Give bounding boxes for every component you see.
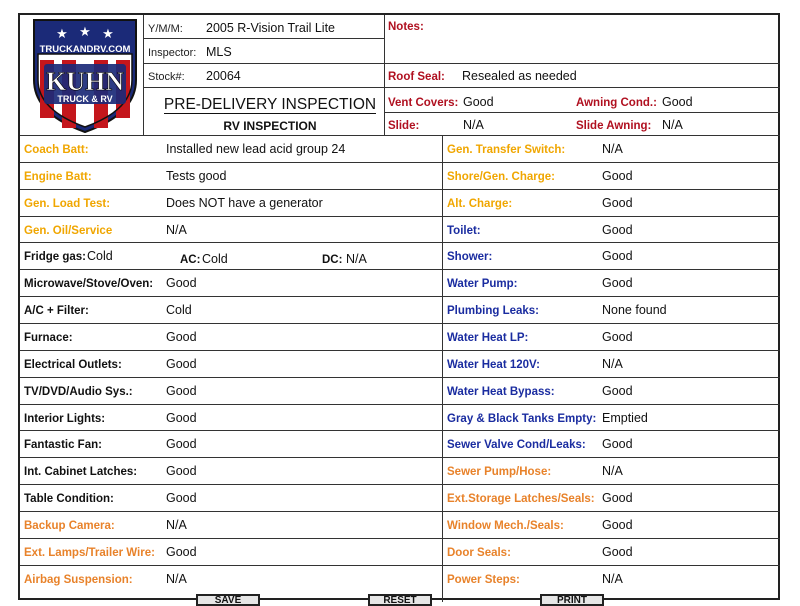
right-row-label: Shower: [447, 251, 493, 264]
kuhn-truck-rv-logo [30, 16, 140, 134]
right-row-value[interactable]: Good [602, 491, 633, 506]
slide-field[interactable]: N/A [463, 118, 484, 132]
right-row-label: Alt. Charge: [447, 197, 513, 210]
right-row-value[interactable]: Good [602, 168, 633, 183]
right-row-label: Water Heat LP: [447, 331, 529, 344]
right-row-value[interactable]: Good [602, 329, 633, 344]
right-row-value[interactable]: Good [602, 249, 633, 264]
inspection-form [18, 13, 780, 600]
notes-field[interactable] [454, 20, 774, 60]
right-row-value[interactable]: N/A [602, 464, 623, 479]
dc-field[interactable]: N/A [346, 252, 367, 266]
right-row-value[interactable]: N/A [602, 356, 623, 371]
right-row-label: Ext.Storage Latches/Seals: [447, 493, 595, 506]
right-row-value[interactable]: Good [602, 222, 633, 237]
right-row-label: Shore/Gen. Charge: [447, 170, 555, 183]
slide-label: Slide: [388, 120, 420, 132]
left-row-label: Int. Cabinet Latches: [24, 466, 138, 479]
right-row-label: Toilet: [447, 224, 481, 237]
right-row-value[interactable]: N/A [602, 571, 623, 586]
left-row-label: Furnace: [24, 331, 73, 344]
right-row-label: Door Seals: [447, 546, 511, 559]
right-row-value[interactable]: Good [602, 437, 633, 452]
stock-label: Stock#: [148, 71, 185, 83]
inspector-label: Inspector: [148, 47, 197, 59]
left-row-value[interactable]: Cold [87, 249, 113, 264]
right-row-value[interactable]: Good [602, 517, 633, 532]
svg-text:★: ★ [79, 24, 91, 39]
ymm-label: Y/M/M: [148, 23, 183, 35]
print-button[interactable]: PRINT [540, 594, 604, 606]
svg-text:★: ★ [102, 26, 114, 41]
left-row-value[interactable]: Good [166, 329, 197, 344]
right-row-label: Sewer Pump/Hose: [447, 466, 552, 479]
left-row-label: TV/DVD/Audio Sys.: [24, 385, 133, 398]
svg-text:★: ★ [56, 26, 68, 41]
slide-awning-label: Slide Awning: [576, 120, 652, 132]
svg-text:KUHN: KUHN [46, 67, 124, 96]
left-row-label: Engine Batt: [24, 170, 92, 183]
left-row-value[interactable]: N/A [166, 517, 187, 532]
notes-label: Notes: [388, 21, 424, 33]
left-row-label: Fantastic Fan: [24, 439, 102, 452]
awning-field[interactable]: Good [662, 95, 693, 109]
ac-label: AC: [180, 254, 201, 266]
left-row-value[interactable]: Good [166, 356, 197, 371]
left-row-label: Microwave/Stove/Oven: [24, 278, 154, 291]
left-row-value[interactable]: Does NOT have a generator [166, 195, 323, 210]
right-row-label: Power Steps: [447, 573, 520, 586]
right-row-value[interactable]: N/A [602, 142, 623, 156]
left-row-value[interactable]: Good [166, 383, 197, 398]
ac-field[interactable]: Cold [202, 252, 228, 266]
left-row-value[interactable]: Tests good [166, 168, 227, 183]
vent-covers-label: Vent Covers: [388, 97, 459, 109]
ymm-field[interactable]: 2005 R-Vision Trail Lite [206, 21, 336, 35]
right-row-value[interactable]: Good [602, 276, 633, 291]
awning-label: Awning Cond.: [576, 97, 657, 109]
right-row-label: Water Heat 120V: [447, 358, 540, 371]
roof-seal-field[interactable]: Resealed as needed [462, 69, 577, 83]
left-row-value[interactable]: N/A [166, 571, 187, 586]
right-row-value[interactable]: Emptied [602, 410, 648, 425]
right-row-label: Plumbing Leaks: [447, 305, 540, 318]
left-row-value[interactable]: Good [166, 276, 197, 291]
right-row-value[interactable]: None found [602, 303, 667, 318]
dc-label: DC: [322, 254, 343, 266]
right-row-label: Window Mech./Seals: [447, 519, 564, 532]
left-row-value[interactable]: Good [166, 410, 197, 425]
right-row-label: Sewer Valve Cond/Leaks: [447, 439, 586, 452]
right-row-value[interactable]: Good [602, 544, 633, 559]
reset-button[interactable]: RESET [368, 594, 432, 606]
left-row-value[interactable]: N/A [166, 222, 187, 237]
left-row-label: Gen. Load Test: [24, 197, 111, 210]
right-row-label: Gen. Transfer Switch: [447, 144, 566, 156]
vent-covers-field[interactable]: Good [463, 95, 494, 109]
left-row-value[interactable]: Good [166, 437, 197, 452]
form-title: PRE-DELIVERY INSPECTION [163, 96, 377, 113]
slide-awning-field[interactable]: N/A [662, 118, 683, 132]
right-row-value[interactable]: Good [602, 383, 633, 398]
left-row-label: Electrical Outlets: [24, 358, 122, 371]
inspector-field[interactable]: MLS [206, 45, 232, 59]
left-row-label: Coach Batt: [24, 144, 89, 156]
left-row-label: Table Condition: [24, 493, 114, 506]
left-row-label: Backup Camera: [24, 519, 115, 532]
roof-seal-label: Roof Seal: [388, 71, 445, 83]
right-row-label: Gray & Black Tanks Empty: [447, 412, 597, 425]
left-row-label: Airbag Suspension: [24, 573, 133, 586]
left-row-value[interactable]: Cold [166, 303, 192, 318]
left-row-label: Ext. Lamps/Trailer Wire: [24, 546, 155, 559]
form-subtitle: RV INSPECTION [223, 119, 317, 133]
left-row-label: A/C + Filter: [24, 305, 89, 318]
left-row-label: Fridge gas: [24, 251, 86, 264]
save-button[interactable]: SAVE [196, 594, 260, 606]
right-row-label: Water Pump: [447, 278, 518, 291]
right-row-label: Water Heat Bypass: [447, 385, 555, 398]
left-row-value[interactable]: Good [166, 491, 197, 506]
svg-text:TRUCKANDRV.COM: TRUCKANDRV.COM [39, 44, 131, 55]
right-row-value[interactable]: Good [602, 195, 633, 210]
left-row-label: Interior Lights: [24, 412, 106, 425]
left-row-value[interactable]: Good [166, 464, 197, 479]
left-row-label: Gen. Oil/Service [24, 224, 113, 237]
left-row-value[interactable]: Installed new lead acid group 24 [166, 142, 346, 156]
stock-field[interactable]: 20064 [206, 69, 241, 83]
svg-text:TRUCK & RV: TRUCK & RV [57, 94, 113, 104]
left-row-value[interactable]: Good [166, 544, 197, 559]
